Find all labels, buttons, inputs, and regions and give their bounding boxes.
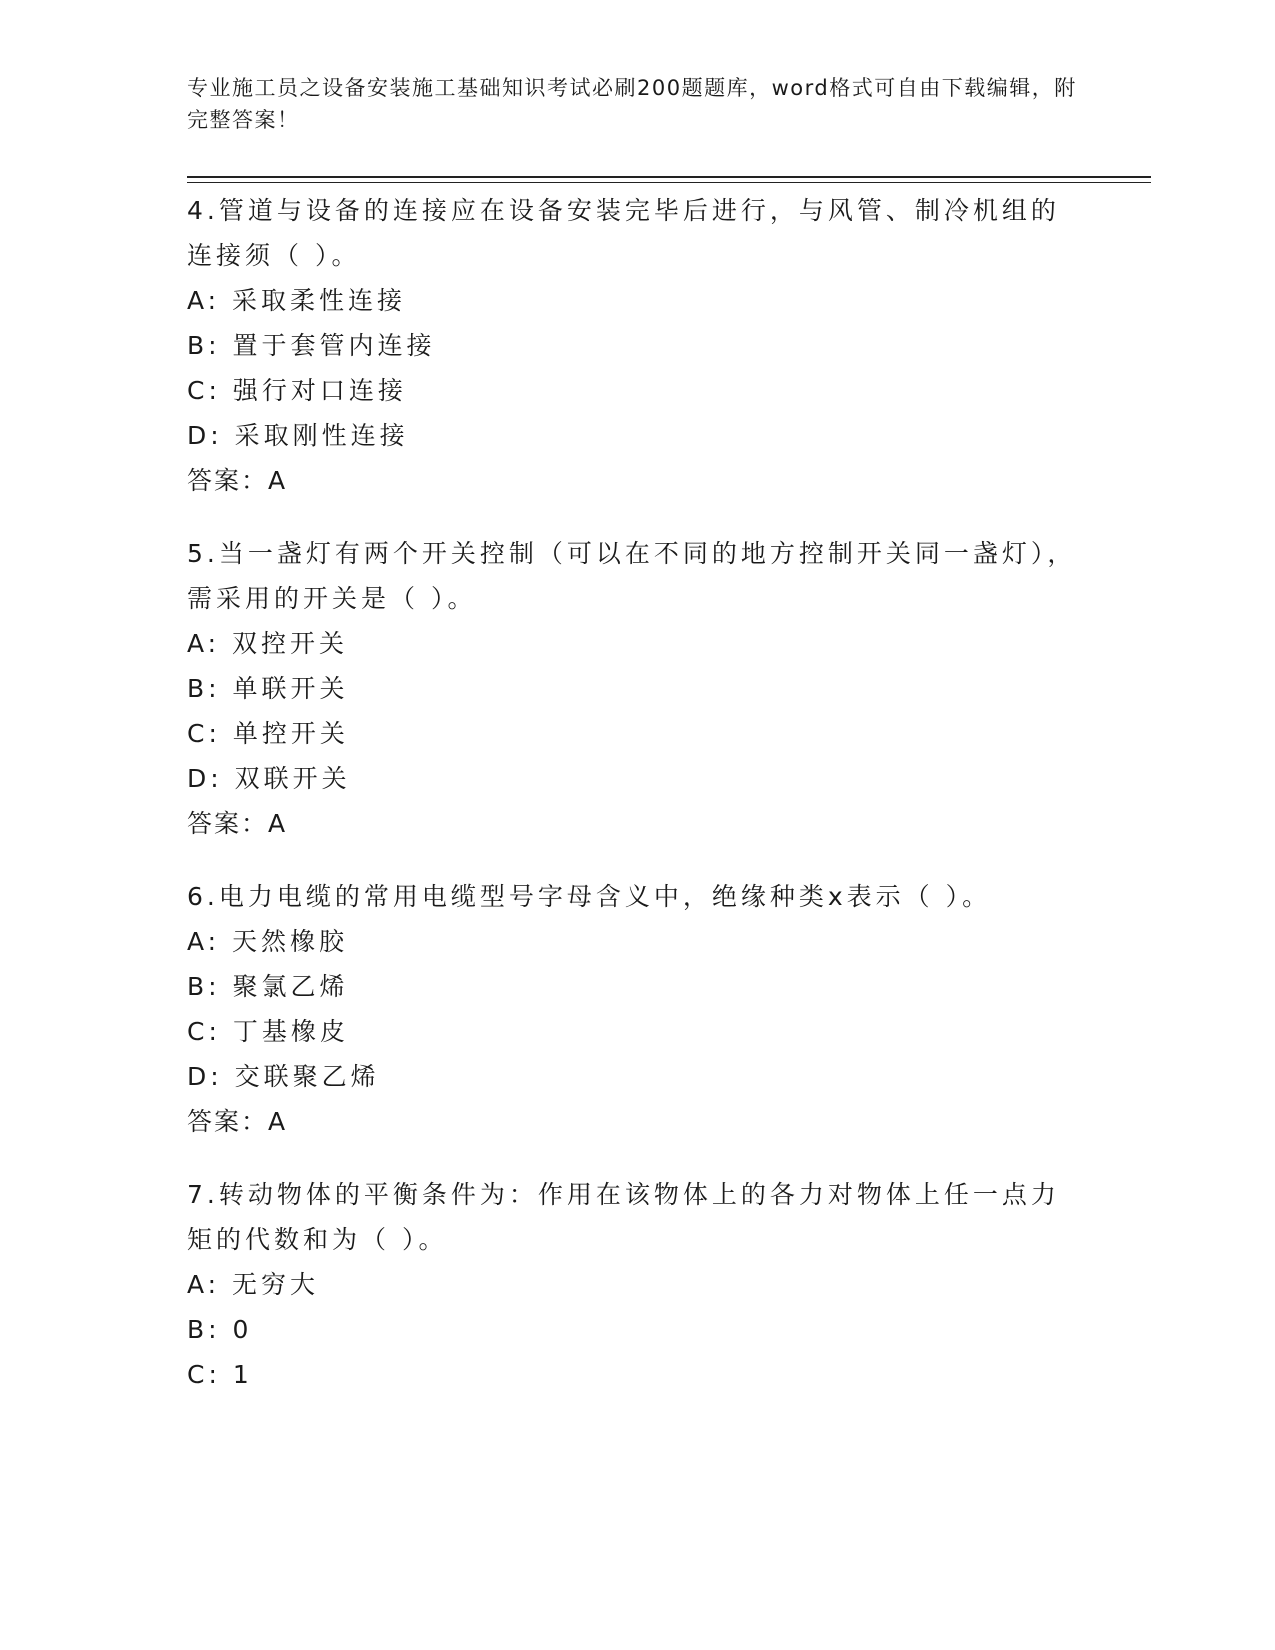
option-a: A: 天然橡胶 bbox=[187, 927, 349, 956]
option-d: D: 双联开关 bbox=[187, 764, 351, 793]
option-c: C: 单控开关 bbox=[187, 719, 349, 748]
option-c: C: 强行对口连接 bbox=[187, 376, 407, 405]
answer-line: 答案：A bbox=[187, 809, 288, 838]
option-b: B: 0 bbox=[187, 1315, 253, 1344]
question-stem: 4.管道与设备的连接应在设备安装完毕后进行，与风管、制冷机组的连接须（ ）。 bbox=[187, 196, 1060, 270]
option-d: D: 交联聚乙烯 bbox=[187, 1062, 380, 1091]
option-c: C: 1 bbox=[187, 1360, 253, 1389]
question-stem: 6.电力电缆的常用电缆型号字母含义中，绝缘种类x表示（ ）。 bbox=[187, 882, 992, 911]
option-d: D: 采取刚性连接 bbox=[187, 421, 409, 450]
option-a: A: 无穷大 bbox=[187, 1270, 320, 1299]
question-6 bbox=[187, 874, 1087, 1144]
question-list bbox=[187, 188, 1087, 1425]
question-stem: 5.当一盏灯有两个开关控制（可以在不同的地方控制开关同一盏灯），需采用的开关是（ ）。 bbox=[187, 539, 1077, 613]
option-b: B: 单联开关 bbox=[187, 674, 349, 703]
option-b: B: 聚氯乙烯 bbox=[187, 972, 349, 1001]
option-b: B: 置于套管内连接 bbox=[187, 331, 436, 360]
question-stem: 7.转动物体的平衡条件为：作用在该物体上的各力对物体上任一点力矩的代数和为（ ）。 bbox=[187, 1180, 1060, 1254]
answer-line: 答案：A bbox=[187, 466, 288, 495]
header-divider-thin bbox=[187, 182, 1151, 183]
option-c: C: 丁基橡皮 bbox=[187, 1017, 349, 1046]
header-divider bbox=[187, 176, 1151, 178]
answer-line: 答案：A bbox=[187, 1107, 288, 1136]
question-4 bbox=[187, 188, 1087, 503]
document-header: 专业施工员之设备安装施工基础知识考试必刷200题题库，word格式可自由下载编辑，附完整答案！ bbox=[187, 76, 1077, 132]
question-7 bbox=[187, 1172, 1087, 1397]
question-5 bbox=[187, 531, 1087, 846]
option-a: A: 采取柔性连接 bbox=[187, 286, 407, 315]
option-a: A: 双控开关 bbox=[187, 629, 349, 658]
